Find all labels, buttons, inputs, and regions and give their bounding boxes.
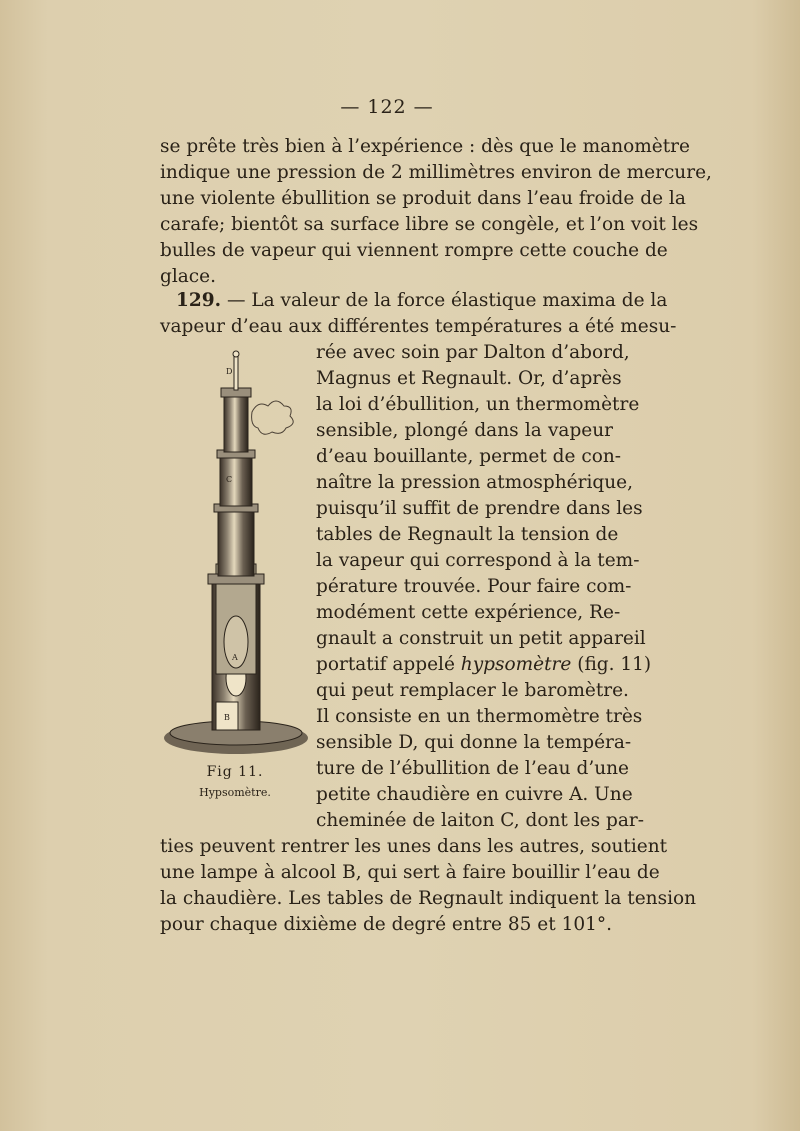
italic-term: hypsomètre: [460, 654, 572, 675]
text-line: carafe; bientôt sa surface libre se congèle, et l’on voit les: [160, 214, 699, 235]
label-a: A: [232, 653, 238, 662]
text-line: sensible, plongé dans la vapeur: [316, 420, 613, 441]
text-line: gnault a construit un petit appareil: [316, 628, 646, 649]
text-line: une lampe à alcool B, qui sert à faire bouillir l’eau de: [160, 862, 660, 883]
text-line-hypsometre: [316, 652, 652, 678]
figure-subcaption: Hypsomètre.: [199, 786, 271, 799]
text-span: (fig. 11): [571, 654, 652, 675]
text-line: ture de l’ébullition de l’eau d’une: [316, 758, 629, 779]
text-span: — La valeur de la force élastique maxima de la: [226, 290, 668, 311]
text-line: rée avec soin par Dalton d’abord,: [316, 342, 630, 363]
page-number: — 122 —: [340, 96, 434, 118]
text-line: la chaudière. Les tables de Regnault indiquent la tension: [160, 888, 697, 909]
hypsometer-illustration: [160, 342, 310, 762]
figure-caption: Fig 11.: [206, 764, 264, 780]
text-line: la vapeur qui correspond à la tem-: [316, 550, 640, 571]
chimney-section-1: [218, 510, 254, 576]
text-line: indique une pression de 2 millimètres environ de mercure,: [160, 162, 712, 183]
text-line: se prête très bien à l’expérience : dès que le manomètre: [160, 136, 690, 157]
label-b: B: [224, 713, 230, 722]
text-line: naître la pression atmosphérique,: [316, 472, 633, 493]
text-line: une violente ébullition se produit dans l’eau froide de la: [160, 188, 686, 209]
text-span: portatif appelé: [316, 654, 461, 675]
text-line: la loi d’ébullition, un thermomètre: [316, 394, 640, 415]
paragraph-129-first-line: [176, 288, 668, 314]
text-line: qui peut remplacer le baromètre.: [316, 680, 629, 701]
label-c: C: [226, 475, 233, 484]
text-line: petite chaudière en cuivre A. Une: [316, 784, 633, 805]
text-line: Magnus et Regnault. Or, d’après: [316, 368, 622, 389]
text-line: vapeur d’eau aux différentes températures a été mesu-: [160, 316, 677, 337]
text-line: modément cette expérience, Re-: [316, 602, 621, 623]
text-line: glace.: [160, 266, 216, 287]
text-line: pérature trouvée. Pour faire com-: [316, 576, 632, 597]
text-line: d’eau bouillante, permet de con-: [316, 446, 622, 467]
text-line: tables de Regnault la tension de: [316, 524, 619, 545]
text-line: cheminée de laiton C, dont les par-: [316, 810, 644, 831]
label-d: D: [226, 367, 233, 376]
thermometer: [234, 356, 238, 390]
steam: [252, 401, 294, 434]
text-line: bulles de vapeur qui viennent rompre cette couche de: [160, 240, 668, 261]
chimney-section-3: [224, 396, 248, 452]
chimney-section-2: [220, 456, 252, 506]
text-line: pour chaque dixième de degré entre 85 et 101°.: [160, 914, 613, 935]
text-line: ties peuvent rentrer les unes dans les autres, soutient: [160, 836, 668, 857]
paragraph-number: 129.: [176, 290, 222, 311]
text-line: puisqu’il suffit de prendre dans les: [316, 498, 643, 519]
text-line: Il consiste en un thermomètre très: [316, 706, 643, 727]
thermometer-top: [233, 351, 239, 357]
text-line: sensible D, qui donne la tempéra-: [316, 732, 632, 753]
